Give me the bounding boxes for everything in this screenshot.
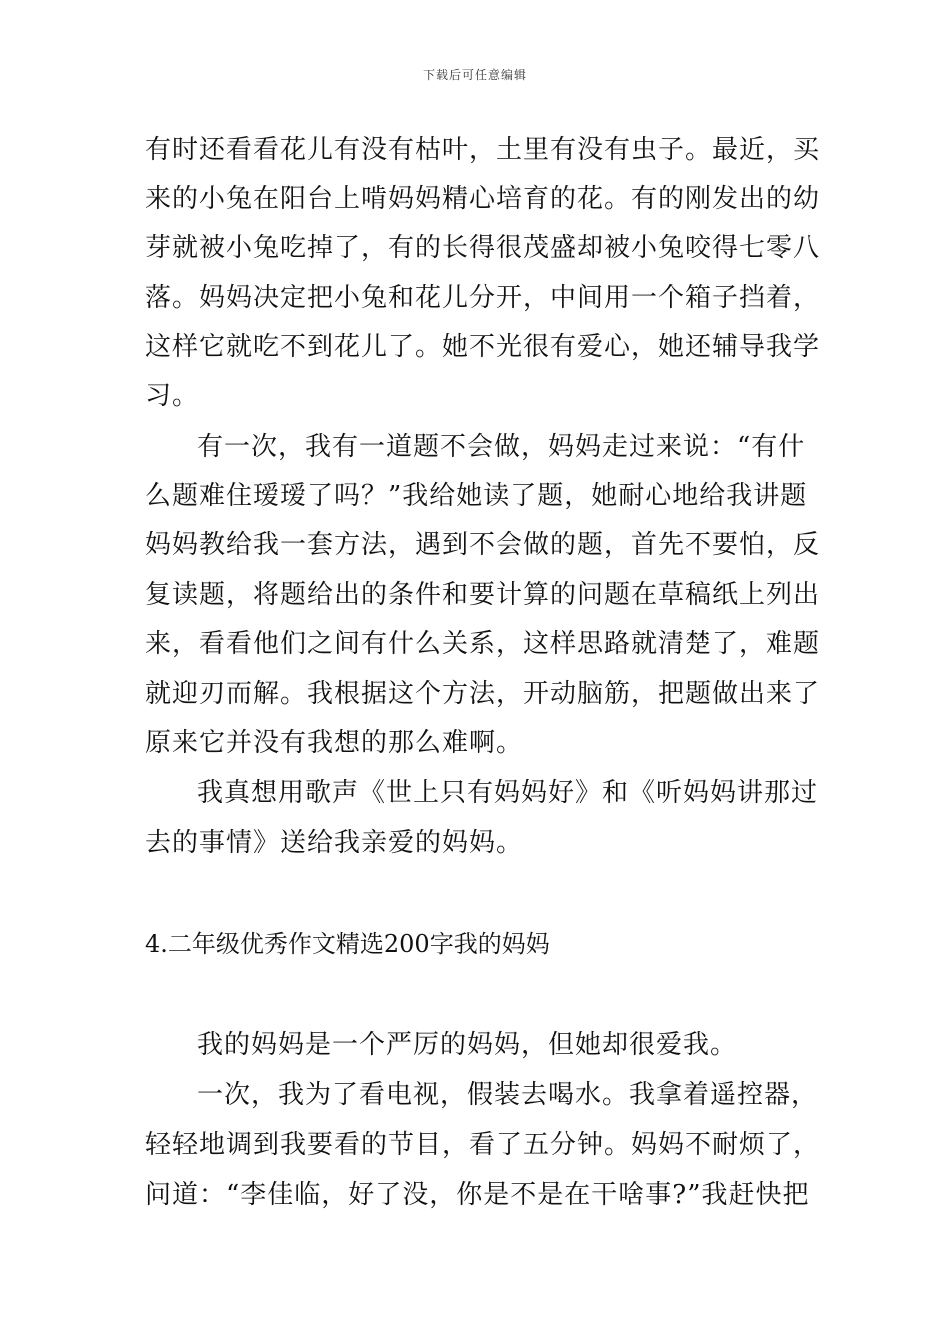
paragraph-line: 我的妈妈是一个严厉的妈妈，但她却很爱我。 <box>197 1030 738 1060</box>
paragraph-line: 有一次，我有一道题不会做，妈妈走过来说：“有什 <box>197 432 806 462</box>
paragraph-line: 问道：“李佳临，好了没，你是不是在干啥事?”我赶快把 <box>145 1180 810 1210</box>
paragraph-line: 去的事情》送给我亲爱的妈妈。 <box>145 828 524 858</box>
paragraph-line: 习。 <box>145 381 200 411</box>
paragraph-line: 芽就被小兔吃掉了，有的长得很茂盛却被小兔咬得七零八 <box>145 233 821 263</box>
paragraph-line: 原来它并没有我想的那么难啊。 <box>145 728 524 758</box>
paragraph-line: 这样它就吃不到花儿了。她不光很有爱心，她还辅导我学 <box>145 332 821 362</box>
paragraph-line: 来的小兔在阳台上啃妈妈精心培育的花。有的刚发出的幼 <box>145 184 821 214</box>
paragraph-line: 我真想用歌声《世上只有妈妈好》和《听妈妈讲那过 <box>197 778 819 808</box>
paragraph-line: 来，看看他们之间有什么关系，这样思路就清楚了，难题 <box>145 629 821 659</box>
paragraph-line: 复读题，将题给出的条件和要计算的问题在草稿纸上列出 <box>145 580 821 610</box>
paragraph-line: 么题难住瑷瑷了吗？”我给她读了题，她耐心地给我讲题 <box>145 481 808 511</box>
paragraph-line: 落。妈妈决定把小兔和花儿分开，中间用一个箱子挡着， <box>145 283 821 313</box>
paragraph-line: 妈妈教给我一套方法，遇到不会做的题，首先不要怕，反 <box>145 530 821 560</box>
section-title: 4.二年级优秀作文精选200字我的妈妈 <box>145 930 550 958</box>
paragraph-line: 就迎刃而解。我根据这个方法，开动脑筋，把题做出来了 <box>145 679 821 709</box>
paragraph-line: 轻轻地调到我要看的节目，看了五分钟。妈妈不耐烦了， <box>145 1130 821 1160</box>
paragraph-line: 一次，我为了看电视，假装去喝水。我拿着遥控器， <box>197 1080 819 1110</box>
paragraph-line: 有时还看看花儿有没有枯叶，土里有没有虫子。最近，买 <box>145 135 821 165</box>
header-note: 下载后可任意编辑 <box>422 68 527 82</box>
